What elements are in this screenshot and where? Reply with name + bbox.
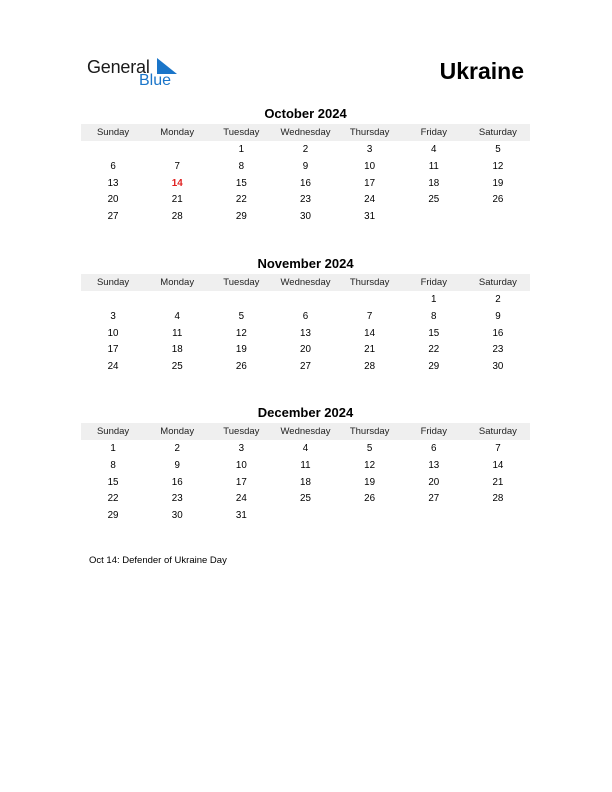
day-cell: 30 xyxy=(300,211,311,223)
day-cell: 21 xyxy=(492,476,504,488)
day-cell: 31 xyxy=(235,510,247,522)
day-cell: 17 xyxy=(235,476,247,488)
weekday-label: Wednesday xyxy=(280,127,331,138)
day-cell: 29 xyxy=(107,510,119,522)
day-cell: 1 xyxy=(110,443,116,455)
day-cell: 26 xyxy=(235,361,247,373)
weekday-label: Thursday xyxy=(349,127,390,138)
weekday-label: Tuesday xyxy=(223,127,260,138)
week-row xyxy=(81,441,530,458)
weekday-label: Friday xyxy=(420,277,447,288)
day-cell: 13 xyxy=(428,460,440,472)
day-cell: 23 xyxy=(300,194,311,206)
day-cell: 9 xyxy=(495,311,501,323)
holiday-note: Oct 14: Defender of Ukraine Day xyxy=(89,555,227,566)
weeks-grid xyxy=(81,440,530,524)
month-calendar-october xyxy=(81,106,530,225)
generalblue-logo xyxy=(87,56,187,92)
weekday-label: Saturday xyxy=(478,277,517,288)
day-cell: 10 xyxy=(235,460,247,472)
day-cell: 30 xyxy=(171,510,183,522)
day-cell: 6 xyxy=(431,443,437,455)
day-cell: 5 xyxy=(495,144,501,156)
day-cell: 5 xyxy=(366,443,373,455)
day-cell: 14 xyxy=(492,460,504,472)
weekday-label: Thursday xyxy=(349,426,390,437)
day-cell: 23 xyxy=(492,344,504,356)
weekday-label: Monday xyxy=(160,127,195,138)
weekday-label: Friday xyxy=(420,426,447,437)
weekday-label: Monday xyxy=(160,277,195,288)
day-cell: 7 xyxy=(495,443,501,455)
weekday-label: Saturday xyxy=(478,426,517,437)
day-cell: 8 xyxy=(238,161,245,173)
day-cell: 14 xyxy=(364,327,376,339)
weekday-label: Tuesday xyxy=(223,277,260,288)
day-cell: 28 xyxy=(364,361,376,373)
day-cell: 17 xyxy=(107,344,119,356)
week-row xyxy=(81,208,530,225)
day-cell: 1 xyxy=(238,144,245,156)
day-cell: 12 xyxy=(492,161,504,173)
day-cell: 3 xyxy=(238,443,245,455)
week-row xyxy=(81,342,530,359)
day-cell: 13 xyxy=(107,177,119,189)
day-cell: 21 xyxy=(364,344,376,356)
day-cell: 2 xyxy=(302,144,309,156)
day-cell: 13 xyxy=(300,327,311,339)
day-cell: 9 xyxy=(302,161,309,173)
weekday-header-row xyxy=(81,274,530,291)
month-title: October 2024 xyxy=(264,106,347,121)
day-cell: 7 xyxy=(174,161,180,173)
day-cell: 8 xyxy=(110,460,116,472)
day-cell: 30 xyxy=(492,361,504,373)
day-cell: 11 xyxy=(172,327,183,339)
day-cell: 16 xyxy=(300,177,311,189)
day-cell: 16 xyxy=(492,327,504,339)
day-cell: 1 xyxy=(431,294,437,306)
day-cell: 18 xyxy=(171,344,183,356)
holiday-notes xyxy=(89,555,227,566)
weekday-label: Monday xyxy=(160,426,195,437)
day-cell: 27 xyxy=(107,211,119,223)
month-title: December 2024 xyxy=(257,405,354,420)
weekday-label: Thursday xyxy=(349,277,390,288)
day-cell: 22 xyxy=(235,194,247,206)
day-cell: 9 xyxy=(174,460,180,472)
week-row xyxy=(81,358,530,375)
weeks-grid xyxy=(81,291,530,375)
day-cell: 3 xyxy=(366,144,373,156)
week-row xyxy=(81,175,530,192)
day-cell: 6 xyxy=(110,161,116,173)
logo-blue-text: Blue xyxy=(139,72,172,89)
day-cell: 18 xyxy=(300,476,311,488)
day-cell: 4 xyxy=(302,443,309,455)
day-cell: 26 xyxy=(364,493,376,505)
day-cell: 16 xyxy=(171,476,183,488)
day-cell: 7 xyxy=(366,311,373,323)
day-cell: 24 xyxy=(235,493,247,505)
day-cell: 27 xyxy=(300,361,311,373)
country-title: Ukraine xyxy=(439,58,524,84)
day-cell: 29 xyxy=(235,211,247,223)
day-cell: 8 xyxy=(431,311,437,323)
day-cell: 6 xyxy=(302,311,309,323)
day-cell: 12 xyxy=(235,327,247,339)
day-cell: 31 xyxy=(364,211,376,223)
day-cell: 2 xyxy=(174,443,180,455)
week-row xyxy=(81,158,530,175)
day-cell: 28 xyxy=(171,211,183,223)
weekday-header-row xyxy=(81,423,530,440)
day-cell: 11 xyxy=(300,460,311,472)
day-cell: 15 xyxy=(428,327,440,339)
day-cell: 21 xyxy=(171,194,183,206)
week-row xyxy=(81,308,530,325)
week-row xyxy=(81,192,530,209)
month-calendar-november xyxy=(81,256,530,375)
day-cell: 27 xyxy=(428,493,440,505)
day-cell: 25 xyxy=(171,361,183,373)
weekday-label: Saturday xyxy=(478,127,517,138)
day-cell: 10 xyxy=(364,161,376,173)
weekday-label: Sunday xyxy=(96,127,130,138)
month-calendar-december xyxy=(81,405,530,524)
day-cell: 20 xyxy=(428,476,440,488)
day-cell: 22 xyxy=(107,493,119,505)
day-cell: 18 xyxy=(428,177,440,189)
day-cell: 15 xyxy=(107,476,119,488)
day-cell: 10 xyxy=(107,327,119,339)
weekday-header-row xyxy=(81,124,530,141)
week-row xyxy=(81,292,530,309)
day-cell: 17 xyxy=(364,177,376,189)
day-cell: 19 xyxy=(364,476,376,488)
day-cell: 4 xyxy=(174,311,180,323)
day-cell: 25 xyxy=(300,493,311,505)
day-cell: 11 xyxy=(428,161,439,173)
day-cell: 26 xyxy=(492,194,504,206)
day-cell: 20 xyxy=(300,344,311,356)
day-cell: 24 xyxy=(364,194,376,206)
logo-general-text: General xyxy=(87,57,150,77)
day-cell: 12 xyxy=(364,460,376,472)
week-row xyxy=(81,491,530,508)
weeks-grid xyxy=(81,141,530,225)
day-cell: 4 xyxy=(431,144,437,156)
day-cell: 25 xyxy=(428,194,440,206)
day-cell: 29 xyxy=(428,361,440,373)
holiday-day-cell: 14 xyxy=(171,177,183,189)
day-cell: 22 xyxy=(428,344,440,356)
weekday-label: Sunday xyxy=(96,277,130,288)
weekday-label: Wednesday xyxy=(280,277,331,288)
day-cell: 15 xyxy=(235,177,247,189)
day-cell: 19 xyxy=(492,177,504,189)
day-cell: 23 xyxy=(171,493,183,505)
weekday-label: Friday xyxy=(420,127,447,138)
weekday-label: Tuesday xyxy=(223,426,260,437)
week-row xyxy=(81,474,530,491)
weekday-label: Wednesday xyxy=(280,426,331,437)
day-cell: 5 xyxy=(238,311,245,323)
day-cell: 3 xyxy=(110,311,116,323)
month-title: November 2024 xyxy=(257,256,354,271)
day-cell: 20 xyxy=(107,194,119,206)
day-cell: 28 xyxy=(492,493,504,505)
week-row xyxy=(81,457,530,474)
week-row xyxy=(81,325,530,342)
day-cell: 2 xyxy=(495,294,501,306)
week-row xyxy=(81,142,530,159)
day-cell: 24 xyxy=(107,361,119,373)
week-row xyxy=(81,507,530,524)
day-cell: 19 xyxy=(235,344,247,356)
weekday-label: Sunday xyxy=(96,426,130,437)
